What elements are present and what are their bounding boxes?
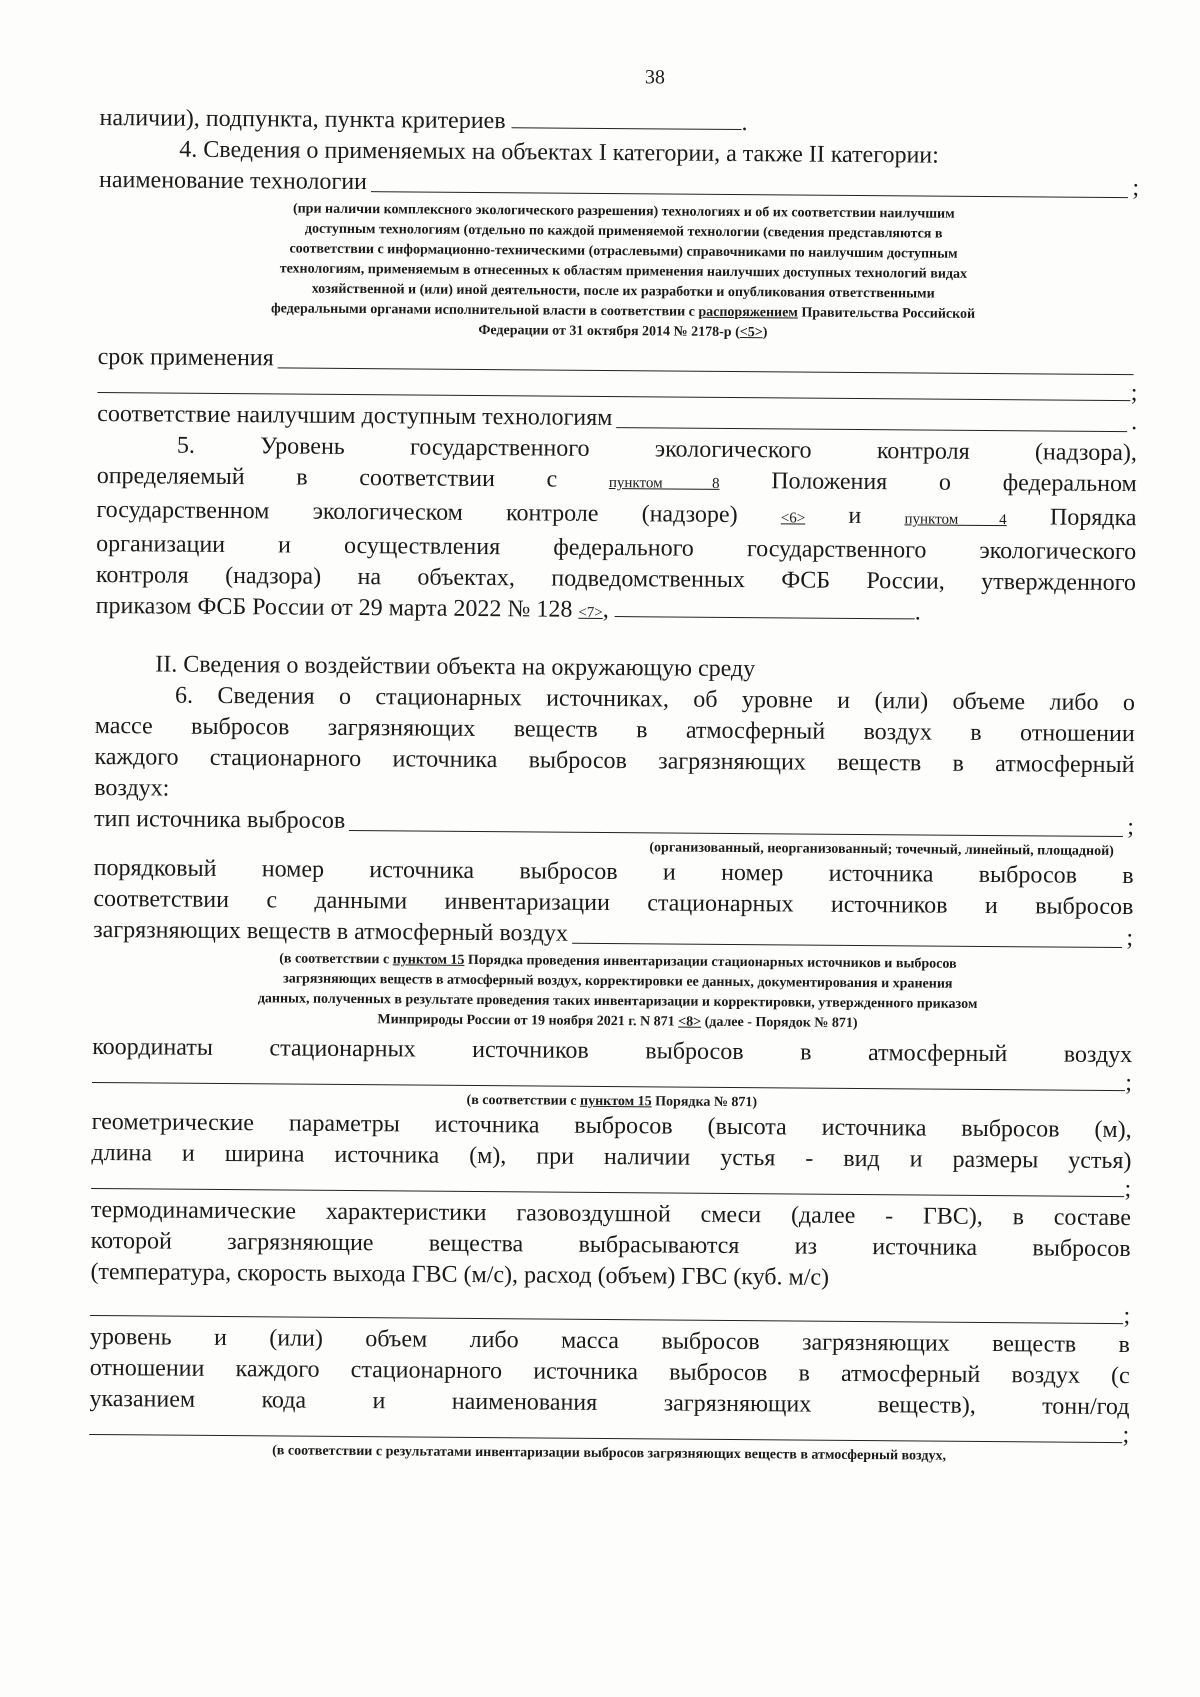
item5-line3: государственном экологическом контроле (надзоре) <6> и пунктом 4 Порядка <box>96 496 1137 532</box>
serial-note-link-punkt15[interactable]: пунктом 15 <box>392 952 465 968</box>
decree-link[interactable]: распоряжением <box>698 304 798 321</box>
item4-note: (при наличии комплексного экологического разрешения) технологиях и об их соответствии наилучшим доступным технологиям (отдельно по каждой применяемой технологии (сведения представляются в соответствии с информационно-техническими (отраслевыми) справочниками по наилучшим доступным технологиям, применяемым в отнесенных к областям применения наилучших доступных технологий видах хозяйственной и (или) иной деятельности, после их разработки и опубликования ответственными федеральными органами исполнительной власти в соответствии с распоряжением Правительства Российской Федерации от 31 октября 2014 № 2178-р (<5>) <box>270 201 976 341</box>
item5-link-punkt8[interactable]: пунктом 8 <box>608 475 720 492</box>
level-line1: уровень и (или) объем либо масса выбросов загрязняющих веществ в <box>89 1323 1131 1359</box>
thermo-line2: которой загрязняющие вещества выбрасываются из источника выбросов <box>90 1227 1131 1263</box>
serial-note: (в соответствии с пунктом 15 Порядка проведения инвентаризации стационарных источников и выбросов загрязняющих веществ в атмосферный воздух, корректировки ее данных, документирования и хранения данных, полученных в результате проведения таких инвентаризации и корректировки, утвержденного приказом Минприроды России от 19 ноября 2021 г. N 871 <8> (далее - Порядок № 871) <box>257 951 978 1031</box>
coords-label: координаты стационарных источников выбросов в атмосферный воздух <box>92 1033 1133 1069</box>
footnote-link-8[interactable]: <8> <box>678 1014 702 1030</box>
blank-field <box>512 109 742 130</box>
footnote-link-7[interactable]: <7> <box>578 604 603 621</box>
page-number: 38 <box>644 66 665 89</box>
source-type-note: (организованный, неорганизованный; точечный, линейный, площадной) <box>649 840 1114 859</box>
level-line: ; <box>89 1415 1129 1449</box>
serial-row: загрязняющих веществ в атмосферный воздух ; <box>93 916 1134 952</box>
page-content <box>89 62 1140 1467</box>
blank-field <box>349 830 1123 837</box>
item6-line1: 6. Сведения о стационарных источниках, об уровне и (или) объеме либо о <box>174 682 1136 717</box>
blank-field <box>278 367 1134 375</box>
serial-line2: соответствии с данными инвентаризации стационарных источников и выбросов <box>93 885 1134 921</box>
blank-field <box>371 191 1128 198</box>
coords-note-link-punkt15[interactable]: пунктом 15 <box>579 1093 652 1110</box>
item5-line5: контроля (надзора) на объектах, подведомственных ФСБ России, утвержденного <box>95 561 1137 597</box>
blank-field <box>615 598 915 619</box>
blank-field <box>616 427 1127 432</box>
geom-line1: геометрические параметры источника выбросов (высота источника выбросов (м), <box>91 1108 1132 1144</box>
term-continuation-line: ; <box>97 373 1137 407</box>
footnote-link-6[interactable]: <6> <box>780 510 806 527</box>
coords-line: ; <box>92 1063 1132 1097</box>
geom-line2: длина и ширина источника (м), при наличии устья - вид и размеры устья) <box>91 1139 1132 1175</box>
item5-line1: 5. Уровень государственного экологического контроля (надзора), <box>176 432 1138 467</box>
level-line2: отношении каждого стационарного источника выбросов в атмосферный воздух (с <box>89 1354 1130 1390</box>
coords-note: (в соответствии с пунктом 15 Порядка № 871) <box>466 1092 758 1111</box>
term-row: срок применения <box>98 342 1138 381</box>
thermo-line: ; <box>90 1296 1130 1330</box>
item5-line2: определяемый в соответствии с пунктом 8 Положения о федеральном <box>96 462 1137 498</box>
footnote-link-5[interactable]: <5> <box>739 325 763 341</box>
item6-line4: воздух: <box>94 774 170 802</box>
item6-line2: массе выбросов загрязняющих веществ в атмосферный воздух в отношении <box>94 712 1135 748</box>
item5-line4: организации и осуществления федерального государственного экологического <box>96 530 1137 566</box>
paragraph-criteria: наличии), подпункта, пункта критериев . <box>99 104 748 137</box>
item5-link-punkt4[interactable]: пунктом 4 <box>904 511 1007 529</box>
item6-line3: каждого стационарного источника выбросов загрязняющих веществ в атмосферный <box>94 743 1135 779</box>
level-note: (в соответствии с результатами инвентаризации выбросов загрязняющих веществ в атмосферный воздух, <box>272 1443 947 1464</box>
item4-heading: 4. Сведения о применяемых на объектах I категории, а также II категории: <box>179 136 939 169</box>
tech-name-row: наименование технологии ; <box>98 166 1140 202</box>
bat-row: соответствие наилучшим доступным технологиям . <box>97 400 1138 436</box>
item5-line6: приказом ФСБ России от 29 марта 2022 № 128 <7>, . <box>95 592 921 626</box>
level-line3: указанием кода и наименования загрязняющих веществ), тонн/год <box>89 1385 1130 1421</box>
geom-line: ; <box>91 1169 1131 1203</box>
section2-title: II. Сведения о воздействии объекта на окружающую среду <box>155 651 756 683</box>
serial-line1: порядковый номер источника выбросов и номер источника выбросов в <box>93 854 1134 890</box>
blank-field <box>572 943 1123 948</box>
thermo-line1: термодинамические характеристики газовоздушной смеси (далее - ГВС), в составе <box>90 1196 1132 1232</box>
source-type-row: тип источника выбросов ; <box>93 805 1135 841</box>
thermo-line3: (температура, скорость выхода ГВС (м/с), расход (объем) ГВС (куб. м/с) <box>90 1258 830 1291</box>
